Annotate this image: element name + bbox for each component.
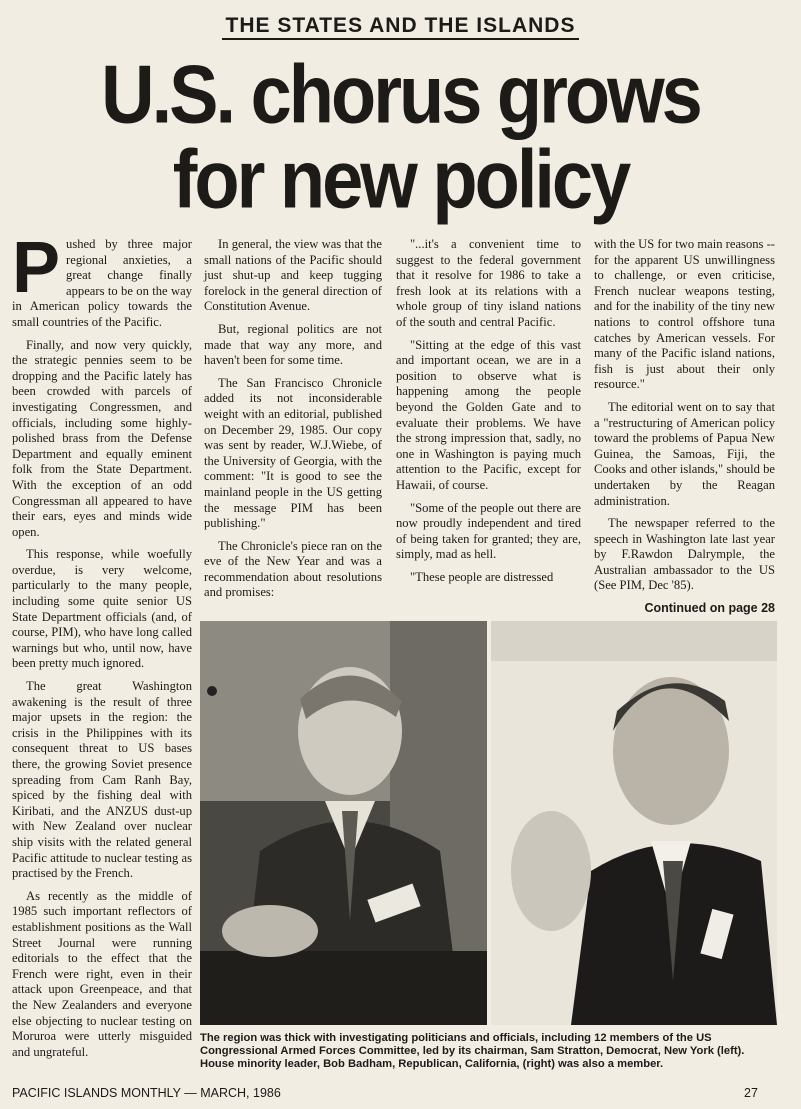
paragraph: As recently as the middle of 1985 such important reflectors of establishment positions as the Wall Street Journal were running editorials to the effect that the French were right, even in their attack upon Greenpeace, and that the New Zealanders and everyone else objecting to nuclear testing on Moruroa were utterly misguided and ungrateful. [12,888,192,1059]
article-column-1 [12,228,192,1067]
headline-line-1: U.S. chorus grows [101,47,700,141]
paragraph: The editorial went on to say that a "restructuring of American policy toward the problems of Papua New Guinea, the Samoas, Fiji, the Cooks and other islands," should be undertaken by the Reagan administration. [594,399,775,508]
paragraph: with the US for two main reasons -- for the apparent US unwillingness to challenge, or even criticise, French nuclear weapons testing, and for the inability of the tiny new nations to control offshore tuna catches by American vessels. For many of the Pacific island nations, fish is just about their only resource." [594,237,775,392]
article-column-3 [396,237,581,592]
section-header [0,14,801,38]
paragraph: ushed by three major regional anxieties, a great change finally appears to be on the way in American policy towards the small countries of the Pacific. [12,237,192,329]
paragraph: "Some of the people out there are now proudly independent and tired of being taken for granted; they are, simply, mad as hell. [396,500,581,562]
photo-left [200,621,487,1025]
photo-caption: The region was thick with investigating politicians and officials, including 12 members of the US Congressional Armed Forces Committee, led by its chairman, Sam Stratton, Democrat, New York (left). House minority leader, Bob Badham, Republican, California, (right) was also a member. [200,1032,745,1071]
article-column-2 [204,237,382,608]
paragraph: This response, while woefully overdue, is very welcome, particularly to the many people, including some quite senior US State Department officials (and, of course, PIM), who have long called warnings but who, until now, have been pretty much ignored. [12,547,192,671]
footer-publication: PACIFIC ISLANDS MONTHLY — MARCH, 1986 [12,1086,281,1100]
article-column-4 [594,237,775,624]
paragraph: The San Francisco Chronicle added its not inconsiderable weight with an editorial, published on December 29, 1985. Our copy was sent by reader, W.J.Wiebe, of the University of Georgia, with the comment: "It is good to see the mainland people in the US getting the message PIM has been publishing." [204,375,382,531]
paragraph: "Sitting at the edge of this vast and important ocean, we are in a position to observe what is happening among the people beyond the Golden Gate and to evaluate their problems. We have the strong impression that, sadly, no one in Washington is paying much attention to the Pacific, except for Hawaii, of course. [396,337,581,492]
paragraph: In general, the view was that the small nations of the Pacific should just shut-up and keep tugging forelock in the general direction of Constitution Avenue. [204,237,382,314]
paragraph: Finally, and now very quickly, the strategic pennies seem to be dropping and the Pacific lately has been crowded with parcels of investigating Congressmen, and officials, including some highly-polished brass from the Defense Department and equally eminent folk from the State Department. With the exception of an odd Congressman all appeared to have their ears, eyes and minds wide open. [12,337,192,539]
paragraph: "These people are distressed [410,569,554,584]
paragraph: The newspaper referred to the speech in Washington late last year by F.Rawdon Dalrymple, the Australian ambassador to the US (See PIM, Dec '85). [594,516,775,593]
headline [0,47,801,226]
drop-cap: P [12,228,61,308]
paragraph: "...it's a convenient time to suggest to the federal government that it resolve for 1986 to take a fresh look at its relations with a whole group of tiny island nations of the south and central Pacific. [396,237,581,329]
photo-right-image [491,621,777,1025]
headline-line-2: for new policy [172,132,629,226]
page-number: 27 [744,1086,758,1100]
section-header-text: THE STATES AND THE ISLANDS [222,14,580,40]
paragraph: The Chronicle's piece ran on the eve of the New Year and was a recommendation about resolutions and promises: [204,538,382,600]
photo-right [491,621,777,1025]
paragraph: The great Washington awakening is the result of three major upsets in the region: the crisis in the Philippines with its consequent threat to US bases there, the growing Soviet presence spreading from Cam Ranh Bay, spiced by the fishing deal with Kiribati, and the ANZUS dust-up with New Zealand over nuclear ship visits with the related general Pacific attitude to nuclear testing as practised by the French. [12,679,192,881]
photo-left-image [200,621,487,1025]
paragraph: But, regional politics are not made that way any more, and haven't been for some time. [204,321,382,368]
continued-note: Continued on page 28 [644,601,775,616]
